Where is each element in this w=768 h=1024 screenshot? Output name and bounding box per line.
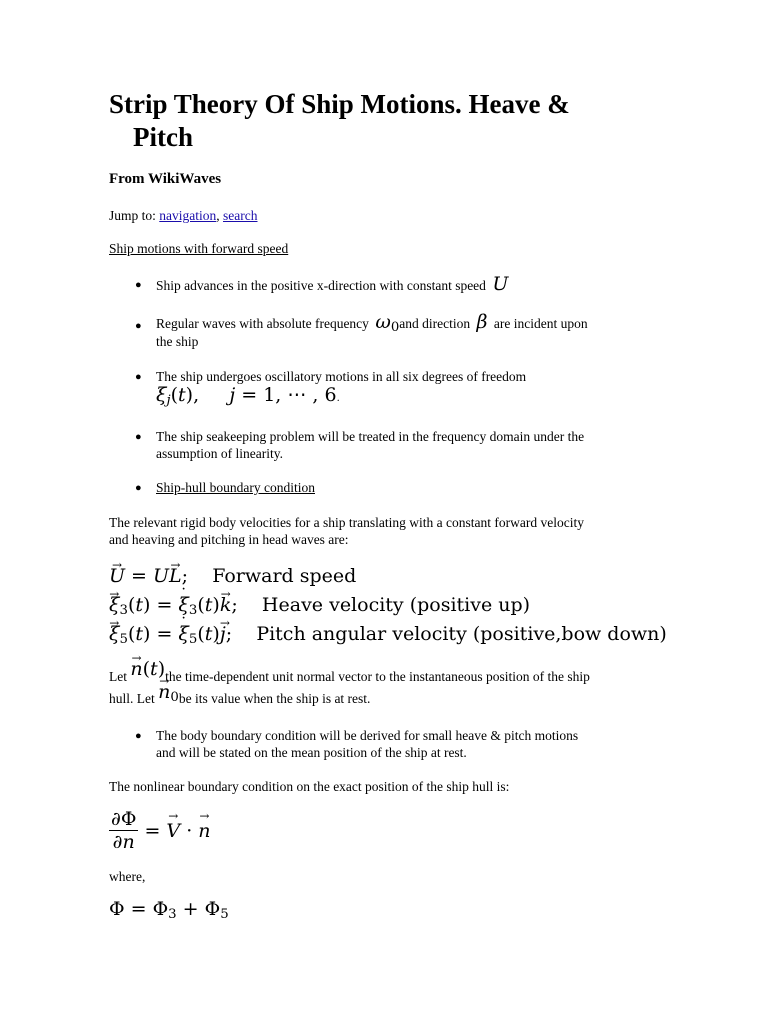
math-beta: β [476, 311, 488, 333]
jump-separator: , [216, 208, 224, 223]
jump-to-bar [109, 207, 258, 224]
math-n0: → $n_0$ [158, 681, 179, 703]
site-subtitle: From WikiWaves [109, 171, 222, 187]
let-line-2 [109, 681, 371, 711]
bullet-item-2-cont: the ship [156, 334, 199, 349]
bullet-item-1 [156, 273, 509, 295]
equation-phi-sum: $\Phi = \Phi_3 + \Phi_5$ [109, 898, 229, 922]
bullet-icon: ● [135, 431, 142, 443]
math-U: U [492, 273, 509, 295]
page-title [109, 88, 570, 154]
bullet-text: are incident upon [493, 316, 588, 331]
paragraph-text: and heaving and pitching in head waves are: [109, 532, 349, 547]
paragraph-text: hull. Let [109, 691, 155, 706]
paragraph-text: the time-dependent unit normal vector to the instantaneous position of the ship [165, 669, 590, 684]
bullet-text: Regular waves with absolute frequency [156, 316, 369, 331]
equation-label: Pitch angular velocity (positive,bow down) [256, 623, 667, 645]
navigation-link[interactable]: navigation [159, 208, 217, 223]
bullet-item-4-cont: assumption of linearity. [156, 446, 283, 461]
bullet-item-6: The body boundary condition will be derived for small heave & pitch motions [156, 728, 579, 743]
bullet-item-6-cont: and will be stated on the mean position of the ship at rest. [156, 745, 467, 760]
search-link[interactable]: search [223, 208, 258, 223]
bullet-icon: ● [135, 482, 142, 494]
equation-label: Forward speed [212, 565, 357, 587]
page-title-line1: Strip Theory Of Ship Motions. Heave & [109, 89, 570, 119]
paragraph-text: The relevant rigid body velocities for a ship translating with a constant forward velocity [109, 515, 584, 530]
section-heading: Ship motions with forward speed [109, 241, 289, 256]
ship-hull-boundary-link[interactable]: Ship-hull boundary condition [156, 480, 315, 495]
let-line-1 [109, 658, 590, 685]
partial-derivative-fraction: $\frac{\partial\Phi}{\partial n}$ [111, 808, 137, 853]
page-title-line2: Pitch [133, 122, 193, 152]
paragraph-text: Let [109, 669, 127, 684]
math-omega0: $\omega_0$ [375, 311, 400, 335]
equation-label: Heave velocity (positive up) [261, 594, 531, 616]
bullet-icon: ● [135, 371, 142, 383]
equation-boundary-condition: $\frac{\partial\Phi}{\partial n}$ = → V · → n [109, 808, 211, 853]
bullet-text: and direction [399, 316, 471, 331]
equation-forward-speed: → U = U→ L; Forward speed [109, 562, 356, 591]
math-xi-j: $\xi_j(t)$, j = 1, ⋯ , 6. [156, 384, 340, 408]
bullet-item-4: The ship seakeeping problem will be treated in the frequency domain under the [156, 429, 585, 444]
bullet-icon: ● [135, 730, 142, 742]
paragraph-text: The nonlinear boundary condition on the exact position of the ship hull is: [109, 779, 510, 794]
equation-heave: → $\xi_3(t)$ = ˙ $\xi_3(t)\to k$; Heave velocity (positive up) [109, 591, 530, 625]
equation-pitch: → $\xi_5(t)$ = ˙ $\xi_5(t)\to j$; Pitch angular velocity (positive,bow down) [109, 620, 667, 654]
bullet-item-3: The ship undergoes oscillatory motions in all six degrees of freedom [156, 369, 527, 384]
bullet-text: Ship advances in the positive x-direction with constant speed [156, 278, 486, 293]
paragraph-text: where, [109, 869, 146, 884]
paragraph-text: be its value when the ship is at rest. [178, 691, 371, 706]
jump-to-label: Jump to: [109, 208, 160, 223]
bullet-icon: ● [135, 279, 142, 291]
math-n-t: → n(t) [130, 658, 165, 680]
bullet-icon: ● [135, 320, 142, 332]
bullet-item-2 [156, 311, 588, 336]
